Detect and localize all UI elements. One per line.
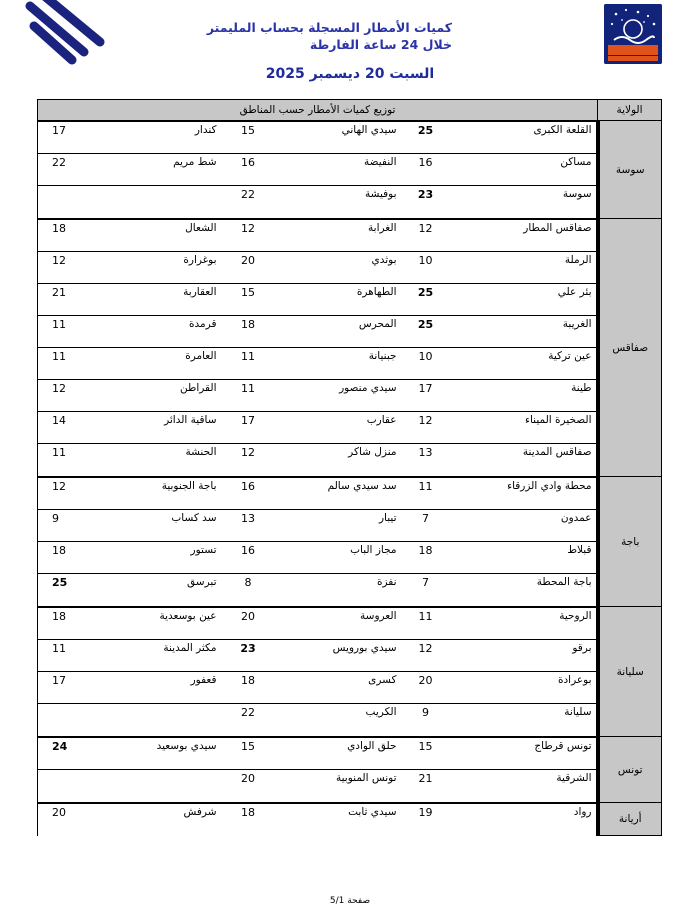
station-name: جبنيانة xyxy=(368,349,397,362)
station-name: محطة وادي الزرقاء xyxy=(507,479,592,492)
rainfall-value: 22 xyxy=(52,155,66,169)
rainfall-value: 25 xyxy=(417,123,434,137)
rainfall-value: 17 xyxy=(52,673,66,687)
station-name: العروسة xyxy=(360,609,397,622)
station-name: صفاقس المدينة xyxy=(522,445,592,458)
table-row xyxy=(38,348,596,380)
table-row xyxy=(38,608,596,640)
station-name: قعفور xyxy=(190,673,217,686)
rainfall-table xyxy=(37,99,662,836)
table-row xyxy=(38,122,596,154)
station-name: الشرقية xyxy=(556,771,592,784)
rainfall-value: 20 xyxy=(418,673,433,687)
rainfall-value: 20 xyxy=(241,609,255,623)
rainfall-value: 9 xyxy=(52,511,59,525)
rainfall-value: 18 xyxy=(241,317,255,331)
governorate-name: سوسة xyxy=(598,121,662,219)
rainfall-value: 18 xyxy=(52,609,66,623)
page-number: صفحة 5/1 xyxy=(329,896,371,906)
rainfall-value: 21 xyxy=(52,285,66,299)
rainfall-value: 24 xyxy=(52,739,68,753)
governorate-group xyxy=(38,219,662,477)
rainfall-value: 14 xyxy=(52,413,66,427)
rainfall-value: 8 xyxy=(244,575,252,589)
station-name xyxy=(94,770,221,802)
station-name: حلق الوادي xyxy=(347,739,397,752)
rainfall-value xyxy=(38,770,94,802)
station-name: الحنشة xyxy=(185,445,217,458)
rainfall-value: 11 xyxy=(52,317,66,331)
report-date: السبت 20 ديسمبر 2025 xyxy=(265,66,435,82)
governorate-group xyxy=(38,607,662,737)
station-name: شرفش xyxy=(183,805,217,818)
station-name: عمدون xyxy=(560,511,592,524)
station-rows xyxy=(38,219,598,477)
rainfall-value: 7 xyxy=(422,511,429,525)
table-row xyxy=(38,478,596,510)
station-name: مكثر المدينة xyxy=(163,641,217,654)
header-title: كميات الأمطار المسجلة بحساب المليمتر xyxy=(206,20,452,35)
station-name xyxy=(94,186,221,218)
rainfall-value: 17 xyxy=(52,123,66,137)
station-name: الصخيرة الميناء xyxy=(525,413,592,426)
station-name: سليانة xyxy=(564,705,592,718)
table-row xyxy=(38,444,596,476)
rainfall-value: 12 xyxy=(52,381,66,395)
station-name xyxy=(94,704,221,736)
rainfall-value xyxy=(38,186,94,218)
station-name: مجاز الباب xyxy=(350,543,397,556)
rainfall-value: 25 xyxy=(417,317,434,331)
rainfall-value: 10 xyxy=(418,349,433,363)
rainfall-value: 11 xyxy=(52,641,66,655)
station-name: القلعة الكبرى xyxy=(533,123,592,136)
governorate-name: تونس xyxy=(598,737,662,803)
station-name: القراطن xyxy=(180,381,217,394)
table-row xyxy=(38,804,596,836)
station-name: سيدي بورويس xyxy=(332,641,397,654)
governorate-group xyxy=(38,737,662,803)
station-name: بوعرادة xyxy=(558,673,592,686)
rainfall-value: 13 xyxy=(241,511,255,525)
station-name: باجة المحطة xyxy=(536,575,592,588)
rainfall-value: 12 xyxy=(241,445,255,459)
station-name: سيدي بوسعيد xyxy=(156,739,217,752)
table-row xyxy=(38,770,596,802)
station-name: الطهاهرة xyxy=(356,285,397,298)
station-name: برقو xyxy=(572,641,592,654)
station-name: تونس المنوبية xyxy=(336,771,397,784)
station-name: المحرس xyxy=(358,317,397,330)
rainfall-value: 17 xyxy=(418,381,433,395)
station-name: قبلاط xyxy=(567,543,592,556)
rainfall-value: 17 xyxy=(241,413,255,427)
table-row xyxy=(38,640,596,672)
rainfall-value: 18 xyxy=(52,221,66,235)
rainfall-value: 22 xyxy=(241,705,255,719)
station-name: سد كساب xyxy=(171,511,217,524)
station-name: سيدي ثابت xyxy=(348,805,397,818)
weather-institute-logo xyxy=(604,4,662,64)
station-rows xyxy=(38,477,598,607)
rainfall-value: 15 xyxy=(418,739,433,753)
rainfall-value: 20 xyxy=(241,253,255,267)
station-name: منزل شاكر xyxy=(348,445,397,458)
station-rows xyxy=(38,121,598,219)
rainfall-value: 12 xyxy=(52,253,66,267)
rainfall-value: 25 xyxy=(417,285,434,299)
rainfall-value: 11 xyxy=(241,349,255,363)
rainfall-value: 21 xyxy=(418,771,433,785)
station-name: الغرابة xyxy=(368,221,397,234)
station-name: تونس قرطاج xyxy=(534,739,592,752)
column-header-governorate: الولاية xyxy=(598,100,662,121)
station-name: بوغرارة xyxy=(183,253,217,266)
station-name: عين بوسعدية xyxy=(159,609,217,622)
station-name: عين تركية xyxy=(548,349,592,362)
rainfall-value: 20 xyxy=(52,805,66,819)
station-name: بوفيشة xyxy=(364,187,397,200)
table-row xyxy=(38,220,596,252)
table-row xyxy=(38,380,596,412)
governorate-name: صفاقس xyxy=(598,219,662,477)
station-name: سيدي منصور xyxy=(339,381,397,394)
table-header-row xyxy=(38,100,662,121)
station-name: الروحية xyxy=(559,609,592,622)
station-rows xyxy=(38,803,598,836)
rainfall-value: 15 xyxy=(241,123,255,137)
table-row xyxy=(38,672,596,704)
rainfall-value: 11 xyxy=(241,381,255,395)
station-name: العامرة xyxy=(185,349,217,362)
rainfall-value: 18 xyxy=(418,543,433,557)
rainfall-value: 23 xyxy=(417,187,434,201)
station-name: ساقية الدائر xyxy=(164,413,217,426)
station-name: قرمدة xyxy=(189,317,217,330)
station-name: تيبار xyxy=(378,511,397,524)
governorate-name: باجة xyxy=(598,477,662,607)
station-name: الكريب xyxy=(365,705,397,718)
rainfall-value: 16 xyxy=(418,155,433,169)
station-name: النفيضة xyxy=(364,155,397,168)
table-row xyxy=(38,574,596,606)
governorate-group xyxy=(38,477,662,607)
station-name: بوثدي xyxy=(371,253,397,266)
governorate-name: سليانة xyxy=(598,607,662,737)
station-rows xyxy=(38,607,598,737)
station-name: مساكن xyxy=(560,155,592,168)
header-subtitle: خلال 24 ساعة الفارطة xyxy=(309,37,452,52)
station-name: الشعال xyxy=(185,221,217,234)
station-name: شط مريم xyxy=(173,155,217,168)
table-row xyxy=(38,284,596,316)
rainfall-value: 13 xyxy=(418,445,433,459)
rainfall-value: 18 xyxy=(52,543,66,557)
rainfall-value: 19 xyxy=(418,805,433,819)
table-row xyxy=(38,738,596,770)
station-name: كسرى xyxy=(368,673,397,686)
rainfall-value: 22 xyxy=(241,187,255,201)
diagonal-stripes-graphic xyxy=(0,0,120,70)
station-name: نفزة xyxy=(376,575,397,588)
station-name: سوسة xyxy=(562,187,592,200)
station-name: تستور xyxy=(190,543,217,556)
governorate-name: أريانة xyxy=(598,803,662,836)
rainfall-value: 9 xyxy=(422,705,429,719)
table-row xyxy=(38,154,596,186)
rainfall-value: 23 xyxy=(240,641,256,655)
table-row xyxy=(38,542,596,574)
station-rows xyxy=(38,737,598,803)
rainfall-value: 11 xyxy=(418,479,433,493)
station-name: بئر علي xyxy=(557,285,592,298)
rainfall-value: 15 xyxy=(241,739,255,753)
rainfall-value: 16 xyxy=(241,543,255,557)
table-row xyxy=(38,412,596,444)
station-name: باجة الجنوبية xyxy=(161,479,217,492)
rainfall-value: 7 xyxy=(422,575,429,589)
table-row xyxy=(38,186,596,218)
rainfall-value: 10 xyxy=(418,253,433,267)
table-row xyxy=(38,316,596,348)
table-row xyxy=(38,252,596,284)
table-row xyxy=(38,704,596,736)
station-name: كندار xyxy=(194,123,217,136)
table-row xyxy=(38,510,596,542)
station-name: تبرسق xyxy=(187,575,217,588)
station-name: عقارب xyxy=(366,413,397,426)
station-name: الرملة xyxy=(564,253,592,266)
rainfall-value: 16 xyxy=(241,155,255,169)
rainfall-value: 12 xyxy=(418,641,433,655)
station-name: صفاقس المطار xyxy=(523,221,592,234)
rainfall-value: 15 xyxy=(241,285,255,299)
rainfall-value xyxy=(38,704,94,736)
governorate-group xyxy=(38,803,662,836)
station-name: طينة xyxy=(571,381,592,394)
station-name: الغريبة xyxy=(562,317,592,330)
station-name: رواد xyxy=(573,805,592,818)
rainfall-value: 11 xyxy=(52,445,66,459)
rainfall-value: 18 xyxy=(241,805,255,819)
rainfall-value: 12 xyxy=(418,413,433,427)
station-name: سيدي الهاني xyxy=(341,123,397,136)
rainfall-value: 18 xyxy=(241,673,255,687)
rainfall-value: 16 xyxy=(241,479,255,493)
column-header-distribution: توزيع كميات الأمطار حسب المناطق xyxy=(38,100,598,121)
rainfall-value: 11 xyxy=(52,349,66,363)
rainfall-value: 25 xyxy=(52,575,68,589)
rainfall-value: 20 xyxy=(241,771,255,785)
station-name: العقاربة xyxy=(183,285,217,298)
rainfall-value: 12 xyxy=(241,221,255,235)
governorate-group xyxy=(38,121,662,219)
rainfall-value: 12 xyxy=(52,479,66,493)
station-name: سد سيدي سالم xyxy=(327,479,397,492)
rainfall-value: 12 xyxy=(418,221,433,235)
rainfall-value: 11 xyxy=(418,609,433,623)
